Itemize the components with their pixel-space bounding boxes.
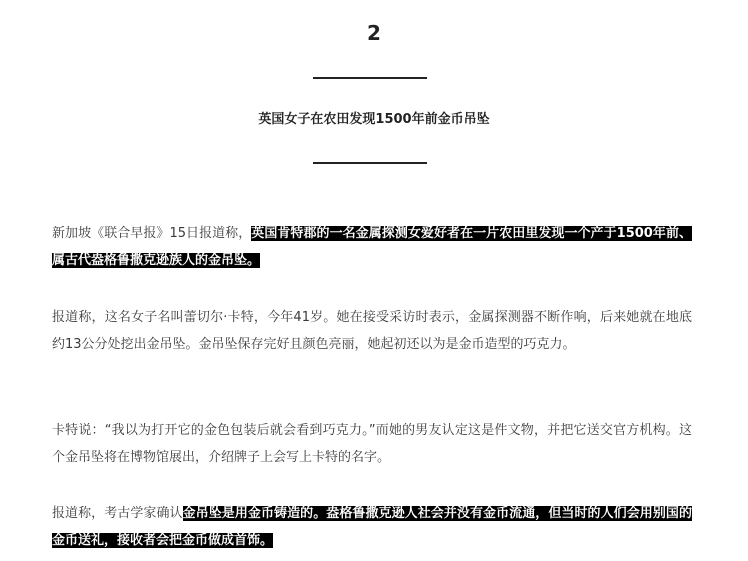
divider-top: [313, 77, 427, 79]
paragraph-1-text: 新加坡《联合早报》15日报道称，: [52, 226, 252, 241]
paragraph-1: [52, 220, 692, 274]
divider-bottom: [313, 162, 427, 164]
paragraph-4-text: 报道称，考古学家确认: [52, 506, 183, 521]
article-headline: 英国女子在农田发现1500年前金币吊坠: [258, 112, 490, 127]
paragraph-4-highlight: 金吊坠是用金币铸造的。盎格鲁撒克逊人社会并没有金币流通，但当时的人们会用别国的金币送礼，接收者会把金币做成首饰。: [52, 506, 692, 548]
section-number: 2: [367, 21, 381, 45]
paragraph-2-text: 报道称，这名女子名叫蕾切尔·卡特，今年41岁。她在接受采访时表示，金属探测器不断作响，后来她就在地底约13公分处挖出金吊坠。金吊坠保存完好且颜色亮丽，她起初还以为是金币造型的巧克力。: [52, 310, 692, 352]
paragraph-4: [52, 500, 692, 554]
paragraph-3: [52, 417, 692, 471]
paragraph-3-text: 卡特说：“我以为打开它的金色包装后就会看到巧克力。”而她的男友认定这是件文物，并把它送交官方机构。这个金吊坠将在博物馆展出，介绍牌子上会写上卡特的名字。: [52, 423, 692, 465]
paragraph-1-highlight: 英国肯特郡的一名金属探测女爱好者在一片农田里发现一个产于1500年前、属古代盎格鲁撒克逊族人的金吊坠。: [52, 226, 692, 268]
paragraph-2: [52, 304, 692, 358]
